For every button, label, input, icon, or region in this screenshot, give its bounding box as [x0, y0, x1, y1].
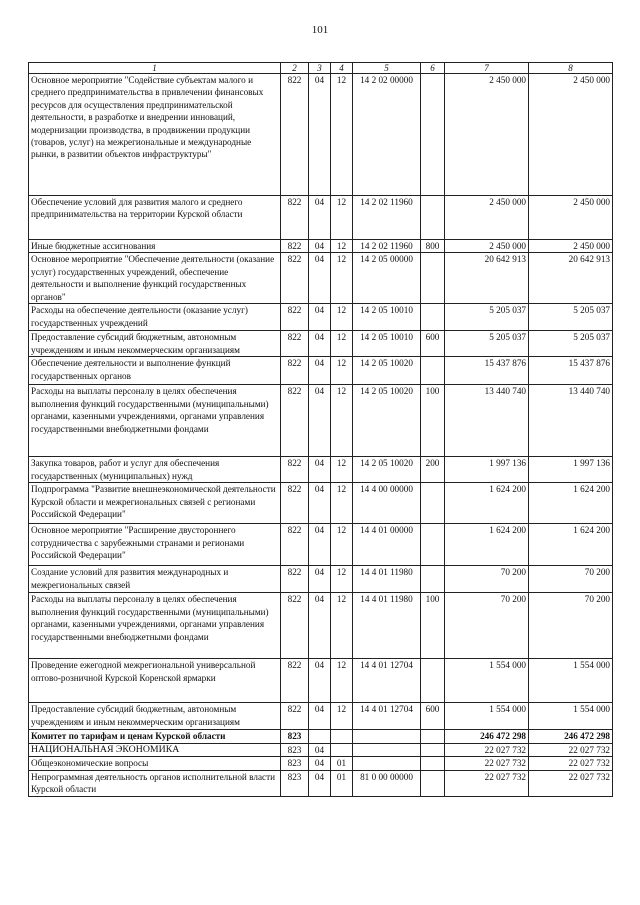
- table-row: [29, 357, 613, 385]
- table-row: [29, 385, 613, 457]
- table-row: [29, 593, 613, 659]
- target-article-code: 14 2 05 10010: [353, 304, 421, 331]
- column-header: 3: [309, 63, 331, 74]
- row-description: Предоставление субсидий бюджетным, автономным учреждениям и иным некоммерческим организациям: [29, 331, 281, 357]
- amount-year-2: 1 624 200: [529, 524, 613, 566]
- column-header: 5: [353, 63, 421, 74]
- amount-year-1: 22 027 732: [445, 743, 529, 756]
- amount-year-2: 70 200: [529, 566, 613, 593]
- section-code: 04: [309, 703, 331, 730]
- target-article-code: 14 4 01 12704: [353, 703, 421, 730]
- expense-type-code: [421, 483, 445, 524]
- ministry-code: 822: [281, 524, 309, 566]
- expense-type-code: 600: [421, 703, 445, 730]
- row-description: Закупка товаров, работ и услуг для обеспечения государственных (муниципальных) нужд: [29, 457, 281, 483]
- amount-year-1: 22 027 732: [445, 770, 529, 796]
- subsection-code: 12: [331, 524, 353, 566]
- row-description: Иные бюджетные ассигнования: [29, 240, 281, 253]
- section-code: 04: [309, 483, 331, 524]
- amount-year-2: 5 205 037: [529, 304, 613, 331]
- amount-year-2: 15 437 876: [529, 357, 613, 385]
- row-description: Непрограммная деятельность органов исполнительной власти Курской области: [29, 770, 281, 796]
- column-header: 2: [281, 63, 309, 74]
- row-description: Обеспечение условий для развития малого и среднего предпринимательства на территории Курской области: [29, 196, 281, 240]
- amount-year-1: 13 440 740: [445, 385, 529, 457]
- amount-year-1: 5 205 037: [445, 304, 529, 331]
- target-article-code: 81 0 00 00000: [353, 770, 421, 796]
- section-code: 04: [309, 524, 331, 566]
- target-article-code: 14 2 02 11960: [353, 196, 421, 240]
- subsection-code: 01: [331, 770, 353, 796]
- amount-year-1: 246 472 298: [445, 730, 529, 743]
- section-code: 04: [309, 457, 331, 483]
- amount-year-2: 2 450 000: [529, 74, 613, 196]
- section-code: 04: [309, 566, 331, 593]
- ministry-code: 822: [281, 74, 309, 196]
- expense-type-code: [421, 357, 445, 385]
- expense-type-code: [421, 770, 445, 796]
- section-code: 04: [309, 757, 331, 770]
- row-description: Проведение ежегодной межрегиональной универсальной оптово-розничной Курской Коренской ярмарки: [29, 659, 281, 703]
- amount-year-2: 13 440 740: [529, 385, 613, 457]
- section-code: 04: [309, 196, 331, 240]
- target-article-code: 14 2 05 10010: [353, 331, 421, 357]
- subsection-code: 12: [331, 659, 353, 703]
- amount-year-2: 1 997 136: [529, 457, 613, 483]
- subsection-code: 01: [331, 757, 353, 770]
- table-row: [29, 566, 613, 593]
- amount-year-1: 70 200: [445, 566, 529, 593]
- budget-table: [28, 62, 613, 797]
- table-row: [29, 240, 613, 253]
- expense-type-code: [421, 659, 445, 703]
- expense-type-code: [421, 757, 445, 770]
- amount-year-1: 1 624 200: [445, 483, 529, 524]
- subsection-code: 12: [331, 566, 353, 593]
- amount-year-1: 1 554 000: [445, 703, 529, 730]
- ministry-code: 822: [281, 385, 309, 457]
- section-code: 04: [309, 304, 331, 331]
- table-row: [29, 331, 613, 357]
- table-row: [29, 524, 613, 566]
- amount-year-2: 22 027 732: [529, 770, 613, 796]
- section-code: 04: [309, 770, 331, 796]
- table-row: [29, 74, 613, 196]
- subsection-code: 12: [331, 457, 353, 483]
- section-code: 04: [309, 357, 331, 385]
- table-header-row: [29, 63, 613, 74]
- section-code: 04: [309, 240, 331, 253]
- target-article-code: 14 4 01 11980: [353, 593, 421, 659]
- amount-year-1: 2 450 000: [445, 196, 529, 240]
- amount-year-1: 5 205 037: [445, 331, 529, 357]
- row-description: Предоставление субсидий бюджетным, автономным учреждениям и иным некоммерческим организациям: [29, 703, 281, 730]
- column-header: 1: [29, 63, 281, 74]
- amount-year-2: 246 472 298: [529, 730, 613, 743]
- ministry-code: 822: [281, 357, 309, 385]
- column-header: 6: [421, 63, 445, 74]
- expense-type-code: 200: [421, 457, 445, 483]
- table-row: [29, 253, 613, 304]
- amount-year-1: 2 450 000: [445, 74, 529, 196]
- ministry-code: 822: [281, 304, 309, 331]
- amount-year-1: 20 642 913: [445, 253, 529, 304]
- expense-type-code: [421, 730, 445, 743]
- ministry-code: 823: [281, 730, 309, 743]
- amount-year-2: 1 624 200: [529, 483, 613, 524]
- ministry-code: 822: [281, 483, 309, 524]
- ministry-code: 822: [281, 593, 309, 659]
- ministry-code: 823: [281, 770, 309, 796]
- table-row: [29, 659, 613, 703]
- amount-year-2: 5 205 037: [529, 331, 613, 357]
- target-article-code: 14 2 05 10020: [353, 457, 421, 483]
- expense-type-code: [421, 304, 445, 331]
- amount-year-1: 70 200: [445, 593, 529, 659]
- expense-type-code: 800: [421, 240, 445, 253]
- target-article-code: 14 4 01 11980: [353, 566, 421, 593]
- target-article-code: [353, 730, 421, 743]
- subsection-code: [331, 730, 353, 743]
- target-article-code: 14 2 02 00000: [353, 74, 421, 196]
- amount-year-2: 20 642 913: [529, 253, 613, 304]
- amount-year-2: 1 554 000: [529, 659, 613, 703]
- row-description: Комитет по тарифам и ценам Курской области: [29, 730, 281, 743]
- subsection-code: 12: [331, 331, 353, 357]
- target-article-code: 14 4 00 00000: [353, 483, 421, 524]
- amount-year-2: 22 027 732: [529, 757, 613, 770]
- amount-year-1: 1 997 136: [445, 457, 529, 483]
- section-code: 04: [309, 253, 331, 304]
- ministry-code: 823: [281, 757, 309, 770]
- row-description: Основное мероприятие "Содействие субъектам малого и среднего предпринимательства в привлечении финансовых ресурсов для осуществления предпринимательской деятельности, в разработке и внедрении инноваций, модернизации производства, в продвижении продукции (товаров, услуг) на межрегиональные и международные рынки, в развитии объектов инфраструктуры": [29, 74, 281, 196]
- amount-year-1: 15 437 876: [445, 357, 529, 385]
- subsection-code: 12: [331, 703, 353, 730]
- section-code: [309, 730, 331, 743]
- ministry-code: 822: [281, 659, 309, 703]
- amount-year-2: 1 554 000: [529, 703, 613, 730]
- table-row: [29, 196, 613, 240]
- expense-type-code: 100: [421, 593, 445, 659]
- column-header: 4: [331, 63, 353, 74]
- subsection-code: 12: [331, 304, 353, 331]
- table-row: [29, 757, 613, 770]
- subsection-code: 12: [331, 593, 353, 659]
- target-article-code: [353, 743, 421, 756]
- ministry-code: 822: [281, 566, 309, 593]
- subsection-code: 12: [331, 357, 353, 385]
- expense-type-code: 100: [421, 385, 445, 457]
- subsection-code: 12: [331, 196, 353, 240]
- ministry-code: 822: [281, 196, 309, 240]
- row-description: Основное мероприятие "Расширение двустороннего сотрудничества с зарубежными странами и регионами Российской Федерации": [29, 524, 281, 566]
- target-article-code: [353, 757, 421, 770]
- expense-type-code: [421, 253, 445, 304]
- amount-year-2: 2 450 000: [529, 196, 613, 240]
- section-code: 04: [309, 659, 331, 703]
- ministry-code: 822: [281, 331, 309, 357]
- table-row: [29, 483, 613, 524]
- row-description: Создание условий для развития международных и межрегиональных связей: [29, 566, 281, 593]
- amount-year-1: 22 027 732: [445, 757, 529, 770]
- amount-year-2: 70 200: [529, 593, 613, 659]
- row-description: Расходы на выплаты персоналу в целях обеспечения выполнения функций государственными (муниципальными) органами, казенными учреждениями, органами управления государственными внебюджетными фондами: [29, 593, 281, 659]
- ministry-code: 822: [281, 457, 309, 483]
- ministry-code: 822: [281, 240, 309, 253]
- subsection-code: 12: [331, 385, 353, 457]
- target-article-code: 14 4 01 00000: [353, 524, 421, 566]
- table-row: [29, 304, 613, 331]
- table-row: [29, 743, 613, 756]
- table-row: [29, 770, 613, 796]
- column-header: 8: [529, 63, 613, 74]
- subsection-code: 12: [331, 253, 353, 304]
- section-code: 04: [309, 74, 331, 196]
- row-description: Расходы на обеспечение деятельности (оказание услуг) государственных учреждений: [29, 304, 281, 331]
- subsection-code: 12: [331, 483, 353, 524]
- ministry-code: 822: [281, 253, 309, 304]
- ministry-code: 822: [281, 703, 309, 730]
- row-description: Общеэкономические вопросы: [29, 757, 281, 770]
- amount-year-1: 1 554 000: [445, 659, 529, 703]
- target-article-code: 14 4 01 12704: [353, 659, 421, 703]
- table-row: [29, 457, 613, 483]
- amount-year-2: 2 450 000: [529, 240, 613, 253]
- page-number: 101: [311, 24, 329, 36]
- row-description: Расходы на выплаты персоналу в целях обеспечения выполнения функций государственными (муниципальными) органами, казенными учреждениями, органами управления государственными внебюджетными фондами: [29, 385, 281, 457]
- expense-type-code: [421, 524, 445, 566]
- expense-type-code: [421, 196, 445, 240]
- row-description: Подпрограмма "Развитие внешнеэкономической деятельности Курской области и межрегиональных связей с регионами Российской Федерации": [29, 483, 281, 524]
- amount-year-1: 1 624 200: [445, 524, 529, 566]
- subsection-code: 12: [331, 240, 353, 253]
- column-header: 7: [445, 63, 529, 74]
- section-code: 04: [309, 743, 331, 756]
- expense-type-code: [421, 566, 445, 593]
- target-article-code: 14 2 05 10020: [353, 357, 421, 385]
- expense-type-code: [421, 743, 445, 756]
- section-code: 04: [309, 593, 331, 659]
- table-row: [29, 703, 613, 730]
- target-article-code: 14 2 05 10020: [353, 385, 421, 457]
- row-description: Обеспечение деятельности и выполнение функций государственных органов: [29, 357, 281, 385]
- row-description: НАЦИОНАЛЬНАЯ ЭКОНОМИКА: [29, 743, 281, 756]
- target-article-code: 14 2 02 11960: [353, 240, 421, 253]
- amount-year-2: 22 027 732: [529, 743, 613, 756]
- expense-type-code: 600: [421, 331, 445, 357]
- subsection-code: [331, 743, 353, 756]
- expense-type-code: [421, 74, 445, 196]
- amount-year-1: 2 450 000: [445, 240, 529, 253]
- subsection-code: 12: [331, 74, 353, 196]
- section-code: 04: [309, 331, 331, 357]
- row-description: Основное мероприятие "Обеспечение деятельности (оказание услуг) государственных учреждений, обеспечение деятельности и выполнение функций государственных органов": [29, 253, 281, 304]
- section-code: 04: [309, 385, 331, 457]
- ministry-code: 823: [281, 743, 309, 756]
- target-article-code: 14 2 05 00000: [353, 253, 421, 304]
- table-row: [29, 730, 613, 743]
